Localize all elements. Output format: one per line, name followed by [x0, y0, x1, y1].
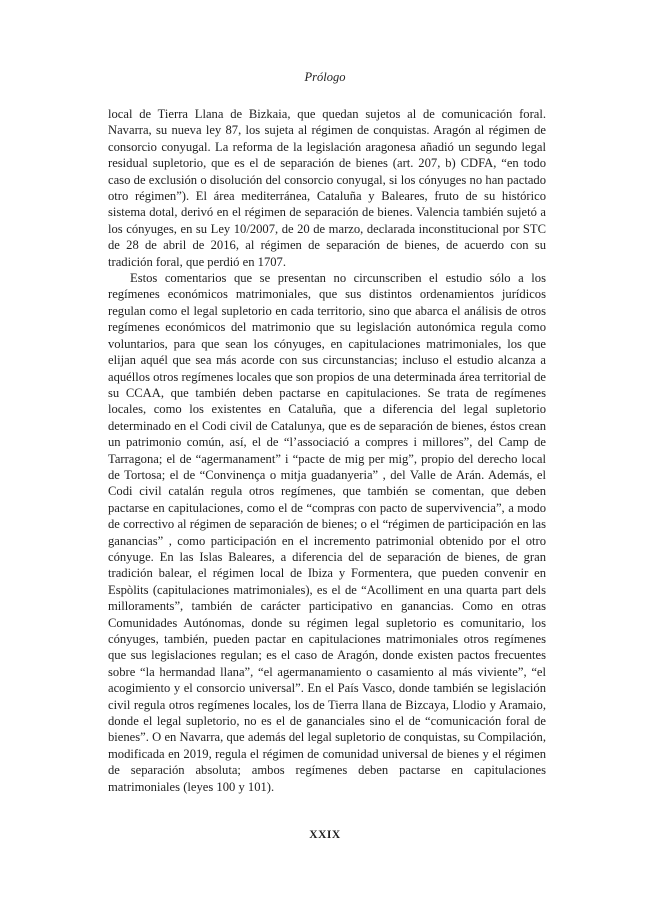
paragraph: Estos comentarios que se presentan no circunscriben el estudio sólo a los regímenes económicos matrimoniales, que sus distintos ordenamientos jurídicos regulan como el legal supletorio en cada territorio, sino que abarca el análisis de otros regímenes económicos del matrimonio que su legislación autonómica regula como voluntarios, para que sean los cónyuges, en capitulaciones matrimoniales, los que elijan aquél que sea más acorde con sus circunstancias; incluso el estudio alcanza a aquéllos otros regímenes locales que son propios de una determinada área territorial de su CCAA, que también deben pactarse en capitulaciones. Se trata de regímenes locales, como los existentes en Cataluña, que a diferencia del legal supletorio determinado en el Codi civil de Catalunya, que es de separación de bienes, éstos crean un patrimonio común, así, el de “l’associació a compres i millores”, del Camp de Tarragona; el de “agermanament” i “pacte de mig per mig”, propio del derecho local de Tortosa; el de “Convinença o mitja guadanyeria” , del Valle de Arán. Además, el Codi civil catalán regula otros regímenes, que también se comentan, que deben pactarse en capitulaciones, como el de “compras con pacto de supervivencia”, a modo de correctivo al régimen de separación de bienes; o el “régimen de participación en las ganancias” , como participación en el incremento patrimonial obtenido por el otro cónyuge. En las Islas Baleares, a diferencia del de separación de bienes, de gran tradición balear, el régimen local de Ibiza y Formentera, que pueden convenir en Espòlits (capitulaciones matrimoniales), es el de “Acolliment en una quarta part dels milloraments”, también de carácter participativo en ganancias. Como en otras Comunidades Autónomas, donde su régimen legal supletorio es comunitario, los cónyuges, también, pueden pactar en capitulaciones matrimoniales otros regímenes que sus legislaciones regulan; es el caso de Aragón, donde existen pactos frecuentes sobre “la hermandad llana”, “el agermanamiento o casamiento al más viviente”, “el acogimiento y el consorcio universal”. En el País Vasco, donde también se legislación civil regula otros regímenes locales, los de Tierra llana de Bizcaya, Llodio y Aramaio, donde el legal supletorio, no es el de gananciales sino el de “comunicación foral de bienes”. O en Navarra, que además del legal supletorio de conquistas, su Compilación, modificada en 2019, regula el régimen de comunidad universal de bienes y el régimen de separación absoluta; ambos regímenes deben pactarse en capitulaciones matrimoniales (leyes 100 y 101).: [108, 271, 546, 794]
paragraph-continuation: local de Tierra Llana de Bizkaia, que quedan sujetos al de comunicación foral. Navarra, su nueva ley 87, los sujeta al régimen de conquistas. Aragón al régimen de consorcio conyugal. La reforma de la legislación aragonesa añadió un segundo legal residual supletorio, que es el de separación de bienes (art. 207, b) CDFA, “en todo caso de exclusión o disolución del consorcio conyugal, si los cónyuges no han pactado otro régimen”). El área mediterránea, Cataluña y Baleares, fruto de su histórico sistema dotal, derivó en el régimen de separación de bienes. Valencia también sujetó a los cónyuges, en su Ley 10/2007, de 20 de marzo, declarada inconstitucional por STC de 28 de abril de 2016, al régimen de separación de bienes, de acuerdo con su tradición foral, que perdió en 1707.: [108, 107, 546, 269]
page-number: XXIX: [309, 829, 341, 841]
body-text: [108, 106, 546, 795]
running-header: Prólogo: [304, 70, 346, 84]
